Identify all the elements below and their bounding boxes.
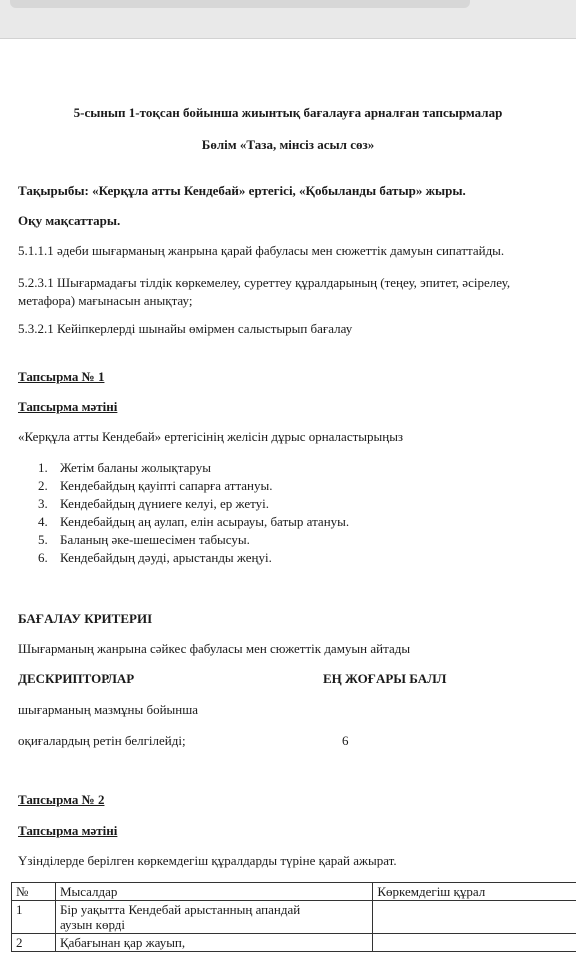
col-header-examples: Мысалдар — [55, 883, 372, 901]
criteria-heading: БАҒАЛАУ КРИТЕРИІ — [18, 611, 153, 626]
task1-text-heading: Тапсырма мәтіні — [18, 399, 118, 414]
table-row — [12, 901, 576, 934]
section-title: Бөлім «Таза, мінсіз асыл сөз» — [201, 137, 375, 152]
task2-instruction: Үзінділерде берілген көркемдегіш құралдарды түріне қарай ажырат. — [18, 853, 397, 868]
table-row — [12, 934, 576, 952]
max-score-value: 6 — [342, 733, 349, 748]
criteria-text: Шығарманың жанрына сәйкес фабуласы мен сюжеттік дамуын айтады — [18, 641, 411, 656]
row-tool-cell — [373, 934, 576, 952]
descriptor-line-1: шығарманың мазмұны бойынша — [18, 702, 199, 717]
row-example: Бір уақытта Кендебай арыстанның апандай аузын көрді — [55, 901, 372, 934]
col-header-number: № — [12, 883, 56, 901]
goal-2: 5.2.3.1 Шығармадағы тілдік көркемелеу, суреттеу құралдарының (теңеу, эпитет, әсірелеу, — [18, 275, 511, 290]
task2-heading: Тапсырма № 2 — [18, 792, 105, 807]
task2-text-heading: Тапсырма мәтіні — [18, 823, 118, 838]
row-number: 1 — [12, 901, 56, 934]
goal-3: 5.3.2.1 Кейіпкерлерді шынайы өмірмен салыстырып бағалау — [18, 321, 353, 336]
task1-heading: Тапсырма № 1 — [18, 369, 105, 384]
blurred-header — [10, 0, 470, 8]
document-title: 5-сынып 1-тоқсан бойынша жиынтық бағалауға арналған тапсырмалар — [73, 105, 503, 120]
table-header-row — [12, 883, 576, 901]
descriptors-label: ДЕСКРИПТОРЛАР — [18, 671, 135, 686]
browser-top-bar — [0, 0, 576, 39]
max-score-label: ЕҢ ЖОҒАРЫ БАЛЛ — [323, 671, 447, 686]
goal-1: 5.1.1.1 әдеби шығарманың жанрына қарай фабуласы мен сюжеттік дамуын сипаттайды. — [18, 243, 505, 258]
list-item: 3. Кендебайдың дүниеге келуі, ер жетуі. — [38, 496, 269, 511]
goals-heading: Оқу мақсаттары. — [18, 213, 121, 228]
row-example: Қабағынан қар жауып, — [55, 934, 372, 952]
task1-instruction: «Керқұла атты Кендебай» ертегісінің желісін дұрыс орналастырыңыз — [18, 429, 404, 444]
list-item: 4. Кендебайдың аң аулап, елін асырауы, батыр атануы. — [38, 514, 350, 529]
goal-2-cont: метафора) мағынасын анықтау; — [18, 293, 193, 308]
row-number: 2 — [12, 934, 56, 952]
list-item: 5. Баланың әке-шешесімен табысуы. — [38, 532, 250, 547]
list-item: 2. Кендебайдың қауіпті сапарға аттануы. — [38, 478, 273, 493]
row-tool-cell — [373, 901, 576, 934]
list-item: 1. Жетім баланы жолықтаруы — [38, 460, 211, 475]
topic-line: Тақырыбы: «Керқұла атты Кендебай» ертегісі, «Қобыланды батыр» жыры. — [18, 183, 466, 198]
descriptor-line-2: оқиғалардың ретін белгілейді; — [18, 733, 186, 748]
col-header-tool: Көркемдегіш құрал — [373, 883, 576, 901]
examples-table — [11, 882, 576, 952]
story-order-list — [38, 459, 349, 567]
list-item: 6. Кендебайдың дәуді, арыстанды жеңуі. — [38, 550, 272, 565]
